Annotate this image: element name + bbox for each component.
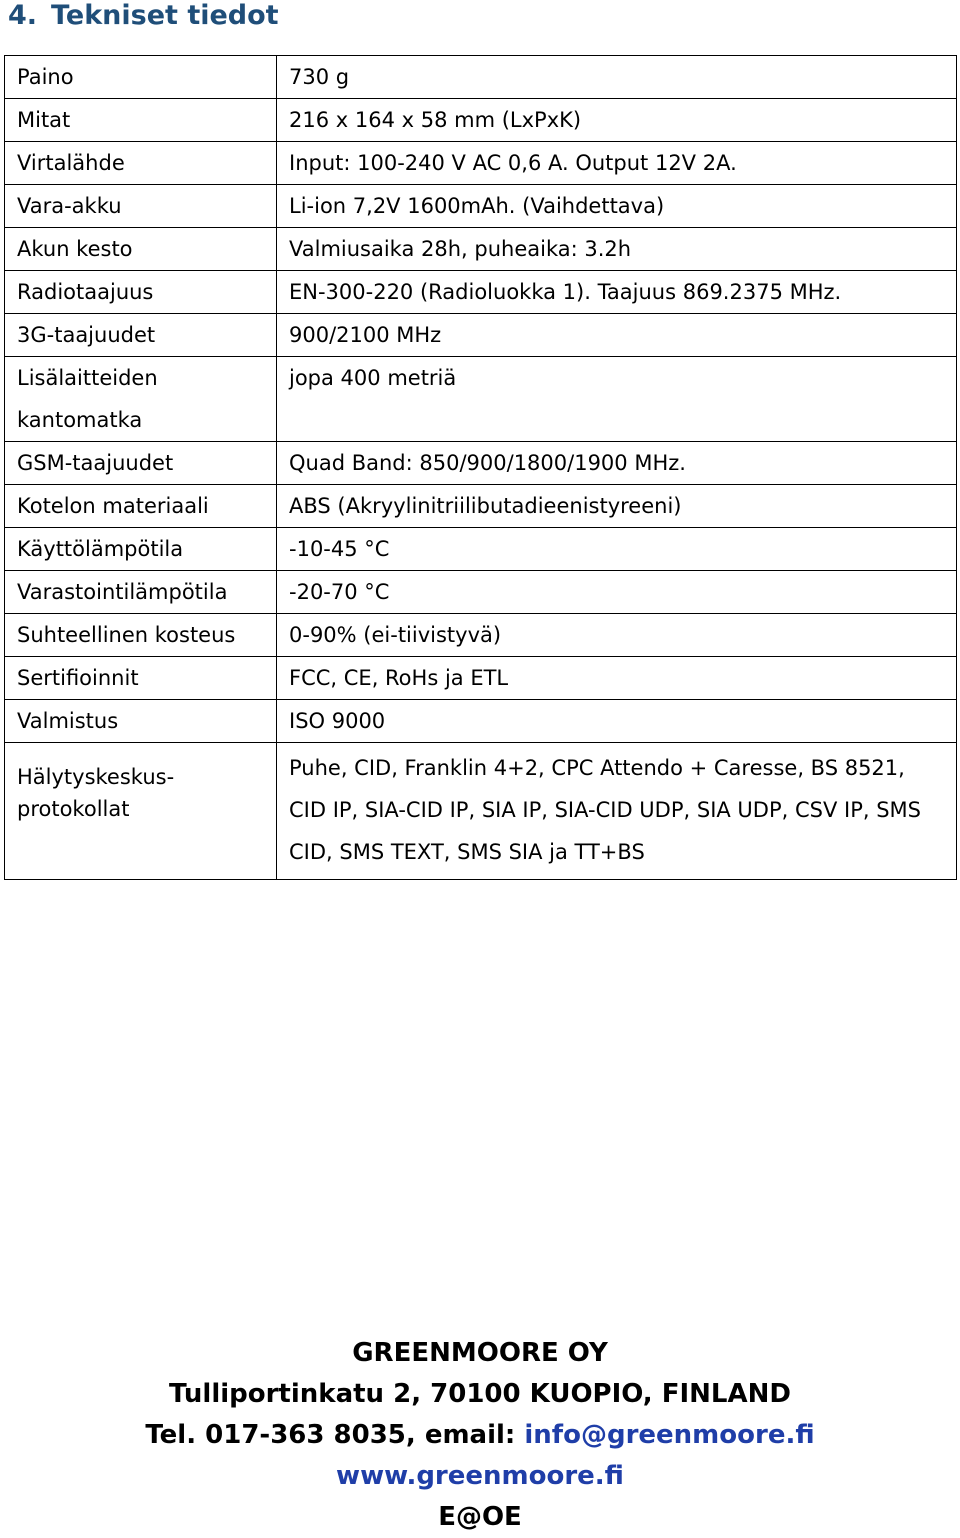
spec-label: Vara-akku <box>5 185 277 228</box>
spec-value: 900/2100 MHz <box>277 314 957 357</box>
spec-value: ABS (Akryylinitriilibutadieenistyreeni) <box>277 485 957 528</box>
spec-value: Li-ion 7,2V 1600mAh. (Vaihdettava) <box>277 185 957 228</box>
spec-label: Varastointilämpötila <box>5 571 277 614</box>
spec-value: Input: 100-240 V AC 0,6 A. Output 12V 2A. <box>277 142 957 185</box>
table-row <box>5 700 957 743</box>
spec-label: GSM-taajuudet <box>5 442 277 485</box>
spec-value: Puhe, CID, Franklin 4+2, CPC Attendo + Caresse, BS 8521, CID IP, SIA-CID IP, SIA IP, SIA-CID UDP, SIA UDP, CSV IP, SMS CID, SMS TEXT, SMS SIA ja TT+BS <box>277 743 957 880</box>
section-number: 4. <box>8 0 38 31</box>
phone-text: Tel. 017-363 8035, email: <box>145 1420 525 1450</box>
spec-label: Sertifioinnit <box>5 657 277 700</box>
spec-value: -10-45 °C <box>277 528 957 571</box>
spec-value: 730 g <box>277 56 957 99</box>
table-row <box>5 142 957 185</box>
spec-label: Paino <box>5 56 277 99</box>
company-name: GREENMOORE OY <box>352 1338 608 1368</box>
table-row <box>5 185 957 228</box>
spec-label: Virtalähde <box>5 142 277 185</box>
table-row <box>5 271 957 314</box>
specs-table <box>4 55 957 880</box>
spec-value: Valmiusaika 28h, puheaika: 3.2h <box>277 228 957 271</box>
table-row <box>5 228 957 271</box>
table-row <box>5 743 957 880</box>
table-row <box>5 571 957 614</box>
spec-label: Käyttölämpötila <box>5 528 277 571</box>
table-row <box>5 357 957 442</box>
spec-label: 3G-taajuudet <box>5 314 277 357</box>
email-link[interactable]: info@greenmoore.fi <box>524 1420 815 1450</box>
table-row <box>5 657 957 700</box>
section-title: Tekniset tiedot <box>51 0 279 31</box>
spec-value: EN-300-220 (Radioluokka 1). Taajuus 869.2375 MHz. <box>277 271 957 314</box>
spec-label: Akun kesto <box>5 228 277 271</box>
spec-value: 216 x 164 x 58 mm (LxPxK) <box>277 99 957 142</box>
spec-label: Radiotaajuus <box>5 271 277 314</box>
table-row <box>5 485 957 528</box>
tagline: E@OE <box>438 1502 522 1532</box>
spec-label: Valmistus <box>5 700 277 743</box>
spec-label: Hälytyskeskus-protokollat <box>5 743 277 880</box>
table-row <box>5 528 957 571</box>
table-row <box>5 442 957 485</box>
spec-value: FCC, CE, RoHs ja ETL <box>277 657 957 700</box>
spec-label: Kotelon materiaali <box>5 485 277 528</box>
spec-label: Mitat <box>5 99 277 142</box>
spec-value: Quad Band: 850/900/1800/1900 MHz. <box>277 442 957 485</box>
contact-line <box>0 1415 960 1456</box>
spec-label: Suhteellinen kosteus <box>5 614 277 657</box>
website-link[interactable]: www.greenmoore.fi <box>336 1461 624 1491</box>
spec-value: 0-90% (ei-tiivistyvä) <box>277 614 957 657</box>
table-row <box>5 314 957 357</box>
table-row <box>5 614 957 657</box>
company-address: Tulliportinkatu 2, 70100 KUOPIO, FINLAND <box>169 1379 791 1409</box>
spec-value: jopa 400 metriä <box>277 357 957 442</box>
spec-value: -20-70 °C <box>277 571 957 614</box>
spec-label: Lisälaitteiden kantomatka <box>5 357 277 442</box>
company-footer <box>0 1333 960 1538</box>
table-row <box>5 56 957 99</box>
table-row <box>5 99 957 142</box>
spec-value: ISO 9000 <box>277 700 957 743</box>
section-heading <box>8 0 279 31</box>
